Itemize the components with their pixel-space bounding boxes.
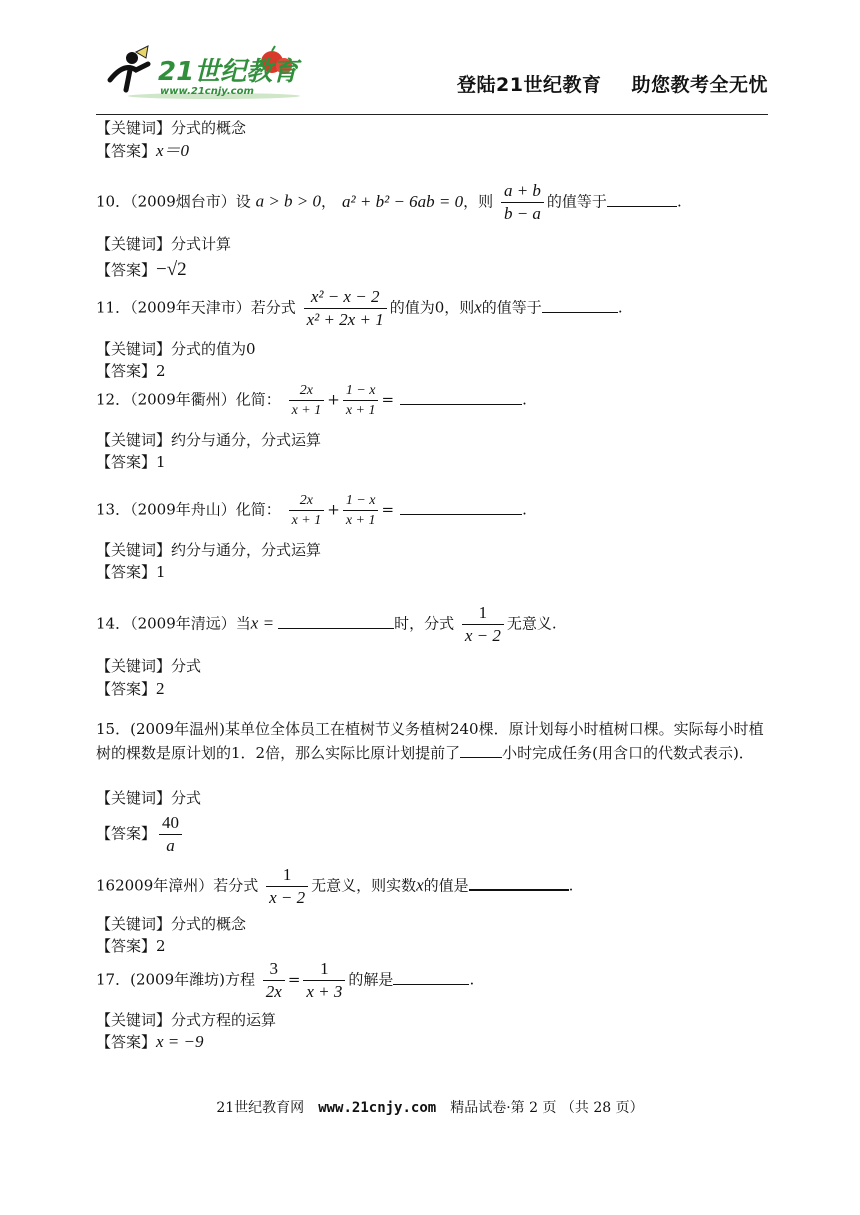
answer-line: 【答案】−√2 (96, 259, 187, 280)
logo-graphic (96, 40, 316, 102)
answer-blank[interactable] (400, 390, 522, 405)
answer-blank[interactable] (393, 970, 469, 985)
question-13: 13．（2009年舟山）化简： $\frac{2x}{x + 1}$ + $\frac{1 - x}{x + 1}$ = . (96, 493, 527, 528)
answer-line: 【答案】 $\frac{40}{a}$ (96, 813, 185, 856)
logo-url: www.21cnjy.com (160, 86, 254, 97)
footer-page-info: 精品试卷·第 2 页 （共 28 页） (450, 1100, 644, 1116)
fraction: $\frac{3}{2x}$ (263, 959, 285, 1002)
fraction: $\frac{1 - x}{x + 1}$ (343, 492, 379, 529)
keyword-line: 【关键词】分式计算 (96, 235, 232, 253)
slogan-login: 登陆21世纪教育 (457, 74, 602, 96)
answer-blank[interactable] (400, 500, 522, 515)
question-12: 12．（2009年衢州）化简： $\frac{2x}{x + 1}$ + $\frac{1 - x}{x + 1}$ = . (96, 383, 527, 418)
footer-site-name: 21世纪教育网 (216, 1100, 305, 1116)
question-17: 17．(2009年潍坊)方程 $\frac{3}{2x}$ = $\frac{1}{x + 3}$ 的解是 . (96, 959, 475, 1001)
page-header (96, 40, 768, 116)
answer-line: 【答案】2 (96, 362, 166, 380)
question-14: 14．（2009年清远）当x = 时，分式 $\frac{1}{x - 2}$ 无意义. (96, 603, 557, 645)
fraction: $\frac{1}{x - 2}$ (462, 603, 504, 646)
keyword-line: 【关键词】分式 (96, 657, 202, 675)
keyword-line: 【关键词】分式的概念 (96, 915, 247, 933)
fraction: $\frac{2x}{x + 1}$ (289, 382, 325, 419)
answer-line: 【答案】x = −9 (96, 1032, 204, 1051)
keyword-line: 【关键词】约分与通分，分式运算 (96, 541, 322, 559)
logo-text: 21世纪教育 (158, 57, 299, 87)
keyword-line: 【关键词】分式的值为0 (96, 340, 256, 358)
answer-line: 【答案】1 (96, 453, 166, 471)
fraction: $\frac{a + b}{b - a}$ (501, 181, 544, 224)
question-10: 10．（2009烟台市）设 a > b > 0， a² + b² − 6ab = 0，则 $\frac{a + b}{b - a}$ 的值等于 . (96, 181, 682, 223)
answer-blank[interactable] (607, 192, 677, 207)
footer-site-link[interactable]: www.21cnjy.com (318, 1100, 437, 1116)
header-slogan (457, 70, 768, 97)
question-15: 15．(2009年温州)某单位全体员工在植树节义务植树240棵．原计划每小时植树口棵。实际每小时植树的棵数是原计划的1．2倍，那么实际比原计划提前了 小时完成任务(用含口的代数式表示)． (96, 720, 764, 762)
fraction: $\frac{1 - x}{x + 1}$ (343, 382, 379, 419)
slogan-help: 助您教考全无忧 (631, 74, 768, 96)
answer-line: 【答案】x＝0 (96, 141, 190, 160)
question-16: 162009年漳州）若分式 $\frac{1}{x - 2}$ 无意义，则实数x的值是 . (96, 865, 574, 907)
answer-line: 【答案】2 (96, 679, 165, 698)
fraction: $\frac{1}{x - 2}$ (266, 865, 308, 908)
keyword-line: 【关键词】约分与通分，分式运算 (96, 431, 322, 449)
fraction: $\frac{40}{a}$ (159, 813, 182, 856)
keyword-line: 【关键词】分式 (96, 789, 202, 807)
logo[interactable] (96, 40, 316, 102)
keyword-line: 【关键词】分式的概念 (96, 119, 247, 137)
answer-line: 【答案】1 (96, 563, 166, 581)
fraction: $\frac{\text{x² − x − 2}}{\text{x² + 2x + 1}}$ (304, 287, 387, 330)
page-footer (0, 1097, 860, 1117)
keyword-line: 【关键词】分式方程的运算 (96, 1011, 277, 1029)
answer-blank[interactable] (542, 298, 618, 313)
answer-blank[interactable] (278, 614, 394, 629)
fraction: $\frac{1}{x + 3}$ (303, 959, 345, 1002)
answer-blank[interactable] (469, 875, 569, 891)
answer-line: 【答案】2 (96, 937, 166, 955)
fraction: $\frac{2x}{x + 1}$ (289, 492, 325, 529)
question-11: 11．（2009年天津市）若分式 $\frac{\text{x² − x − 2}}{\text{x² + 2x + 1}}$ 的值为0，则x的值等于 . (96, 287, 623, 329)
answer-blank[interactable] (460, 743, 502, 758)
header-rule (96, 114, 768, 115)
